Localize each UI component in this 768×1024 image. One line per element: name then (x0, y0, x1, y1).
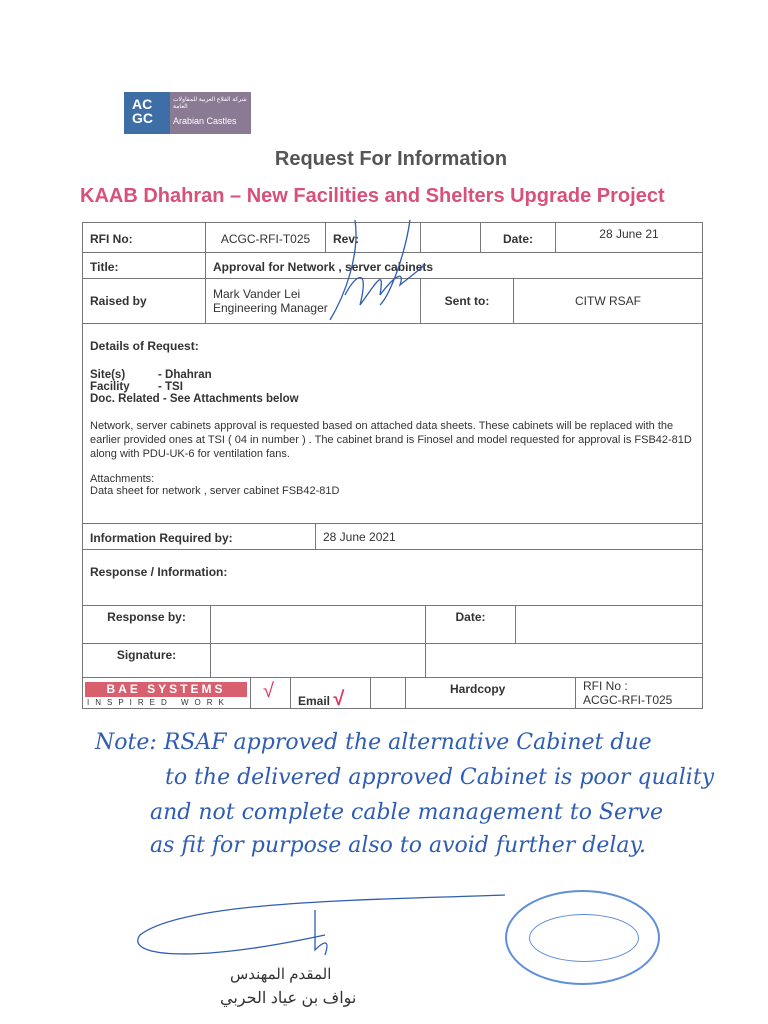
raised-by-name: Mark Vander Lei (213, 287, 301, 301)
check-icon: √ (333, 688, 345, 710)
raised-by-label: Raised by (82, 278, 206, 324)
request-body: Network, server cabinets approval is requested based on attached data sheets. These cabinets will be replaced with the earlier provided ones at TSI ( 04 in number ) . The cabinet brand is Finosel and model requested for approval is FSB42-81D along with PDU-UK-6 for ventilation fans. (90, 420, 692, 460)
date-value: 28 June 21 (555, 222, 703, 253)
doc-related: Doc. Related - See Attachments below (90, 393, 299, 405)
logo-name: Arabian Castles (173, 116, 237, 126)
email-label: Email (298, 694, 331, 708)
site-value: - Dhahran (158, 369, 212, 381)
response-by-field[interactable] (210, 605, 426, 644)
footer-rfi-value: ACGC-RFI-T025 (583, 693, 673, 707)
facility-value: - TSI (158, 381, 183, 393)
hardcopy-label: Hardcopy (405, 677, 576, 709)
bae-logo: BAE SYSTEMS (85, 682, 247, 697)
email-cell (290, 677, 371, 709)
rfi-no-label: RFI No: (82, 222, 206, 253)
signature-field[interactable] (210, 643, 426, 678)
footer-rfi-cell (575, 677, 703, 709)
attachments-value: Data sheet for network , server cabinet FSB42-81D (90, 485, 340, 497)
check-icon: √ (250, 677, 291, 709)
response-label: Response / Information: (82, 549, 703, 606)
official-stamp (505, 890, 660, 985)
handwritten-signature (300, 215, 430, 330)
response-date-label: Date: (425, 605, 516, 644)
info-required-value: 28 June 2021 (315, 523, 703, 550)
document-title: Request For Information (274, 148, 508, 170)
response-by-label: Response by: (82, 605, 211, 644)
details-label: Details of Request: (90, 339, 199, 353)
footer-rfi-label: RFI No : (583, 679, 628, 693)
logo-arabic: شركة القلاع العربية للمقاولات العامة (173, 97, 247, 110)
note-line: Note: RSAF approved the alternative Cabinet due (95, 730, 652, 755)
attachments-label: Attachments: (90, 473, 155, 485)
company-logo (124, 92, 251, 134)
facility-label: Facility (90, 381, 130, 393)
logo-abbr: GC (132, 110, 153, 126)
details-section (82, 323, 703, 524)
signature-label: Signature: (82, 643, 211, 678)
sent-to-label: Sent to: (420, 278, 514, 324)
note-line: to the delivered approved Cabinet is poor quality (165, 765, 715, 790)
rfi-no: ACGC-RFI-T025 (205, 222, 326, 253)
note-line: as fit for purpose also to avoid further delay. (150, 833, 646, 858)
project-title: KAAB Dhahran – New Facilities and Shelters Upgrade Project (80, 185, 665, 207)
logo-abbr: AC (132, 96, 153, 112)
signatory-name: نواف بن عياد الحربي (220, 990, 357, 1007)
note-line: and not complete cable management to Serve (150, 800, 663, 825)
bae-tagline: INSPIRED WORK (87, 698, 230, 707)
site-label: Site(s) (90, 369, 126, 381)
title-value: Approval for Network , server cabinets (205, 252, 703, 279)
signatory-rank: المقدم المهندس (230, 966, 332, 983)
response-date-field[interactable] (515, 605, 703, 644)
raised-by-role: Engineering Manager (213, 301, 328, 315)
title-label: Title: (82, 252, 206, 279)
approver-signature (125, 880, 515, 970)
rev-label: Rev: (325, 222, 421, 253)
date-label: Date: (480, 222, 556, 253)
signature-blank (425, 643, 703, 678)
blank-cell (370, 677, 406, 709)
sent-to-value: CITW RSAF (513, 278, 703, 324)
info-required-label: Information Required by: (82, 523, 316, 550)
